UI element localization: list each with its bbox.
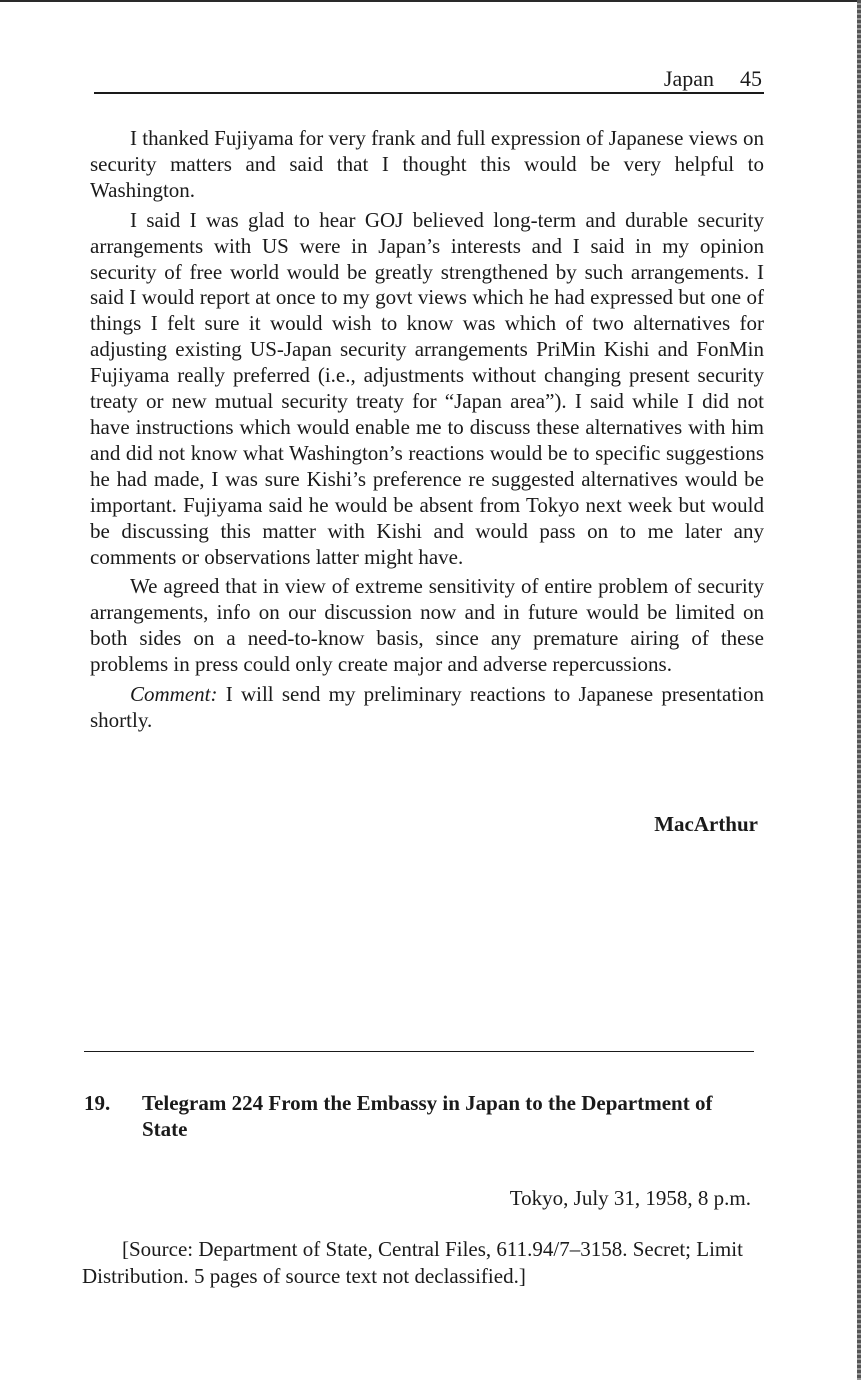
header-rule [94, 92, 764, 94]
running-header [94, 66, 764, 94]
page-top-edge [0, 0, 861, 2]
comment-text: I will send my preliminary reactions to Japanese presentation shortly. [90, 682, 764, 732]
comment-paragraph [90, 682, 764, 734]
document-title: Telegram 224 From the Embassy in Japan to the Department of State [142, 1091, 713, 1141]
section-divider [84, 1051, 754, 1052]
page-binding-edge [857, 0, 861, 1380]
document-body [90, 126, 764, 738]
page-number: 45 [740, 66, 762, 91]
signature: MacArthur [654, 812, 758, 836]
comment-label: Comment: [130, 682, 218, 707]
dateline: Tokyo, July 31, 1958, 8 p.m. [509, 1186, 751, 1210]
body-paragraph: I thanked Fujiyama for very frank and full expression of Japanese views on security matters and said that I thought this would be very helpful to Washington. [90, 126, 764, 202]
body-paragraph: We agreed that in view of extreme sensitivity of entire problem of security arrangements, info on our discussion now and in future would be limited on both sides on a need-to-know basis, since any premature airing of these problems in press could only create major and adverse repercussions. [90, 574, 764, 677]
document-number: 19. [84, 1091, 111, 1115]
source-note: [Source: Department of State, Central Files, 611.94/7–3158. Secret; Limit Distribution. 5 pages of source text not declassified.] [82, 1237, 743, 1288]
body-paragraph: I said I was glad to hear GOJ believed long-term and durable security arrangements with US were in Japan’s interests and I said in my opinion security of free world would be greatly strengthened by such arrangements. I said I would report at once to my govt views which he had expressed but one of things I felt sure it would wish to know was which of two alternatives for adjusting existing US-Japan security arrangements PriMin Kishi and FonMin Fujiyama really preferred (i.e., adjustments without changing present security treaty or new mutual security treaty for “Japan area”). I said while I did not have instructions which would enable me to discuss these alternatives with him and did not know what Washington’s reactions would be to specific suggestions he had made, I was sure Kishi’s preference re suggested alternatives would be important. Fujiyama said he would be absent from Tokyo next week but would be discussing this matter with Kishi and would pass on to me later any comments or observations latter might have. [90, 207, 764, 569]
running-header-title: Japan [663, 66, 714, 91]
